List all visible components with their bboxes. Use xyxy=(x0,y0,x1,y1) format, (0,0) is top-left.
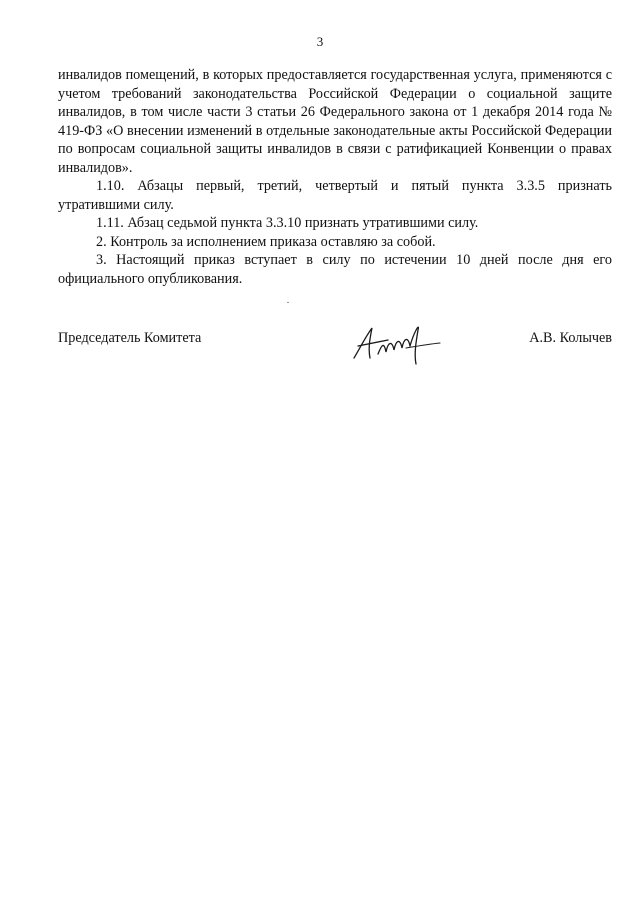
page-number: 3 xyxy=(316,34,324,49)
paragraph-continued: инвалидов помещений, в которых предоставляется государственная услуга, применяются с учетом требований законодательства Российской Федерации о социальной защите инвалидов, в том числе части 3 статьи 26 Федерального закона от 1 декабря 2014 года № 419-ФЗ «О внесении изменений в отдельные законодательные акты Российской Федерации по вопросам социальной защиты инвалидов в связи с ратификацией Конвенции о правах инвалидов». xyxy=(58,67,612,176)
item-3: 3. Настоящий приказ вступает в силу по истечении 10 дней после дня его официального опубликования. xyxy=(58,252,612,287)
signatory-position: Председатель Комитета xyxy=(58,330,202,346)
signature-block xyxy=(58,318,612,368)
scan-speck xyxy=(287,302,289,303)
item-1-11: 1.11. Абзац седьмой пункта 3.3.10 признать утратившими силу. xyxy=(96,215,479,231)
item-2: 2. Контроль за исполнением приказа оставляю за собой. xyxy=(96,233,436,250)
signatory-name: А.В. Колычев xyxy=(529,330,612,346)
document-body xyxy=(58,66,612,288)
handwritten-signature xyxy=(348,318,448,368)
item-1-10: 1.10. Абзацы первый, третий, четвертый и пятый пункта 3.3.5 признать утратившими силу. xyxy=(58,178,612,213)
